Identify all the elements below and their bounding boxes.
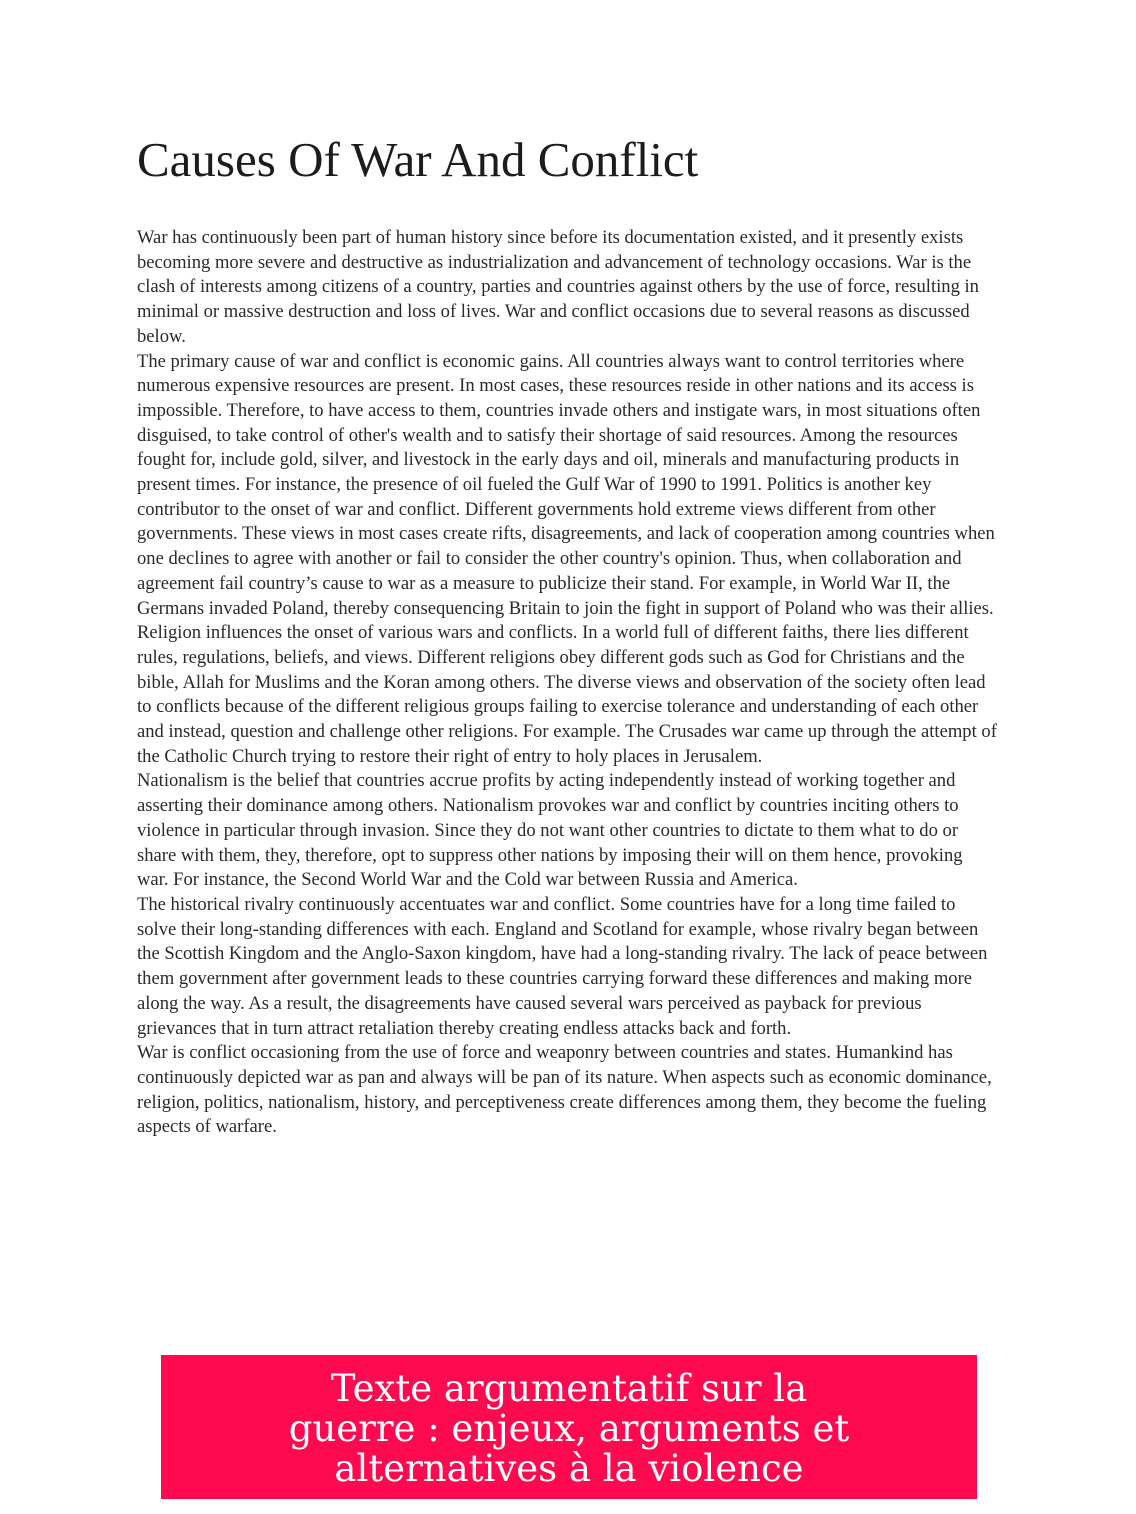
body-paragraph-2: The primary cause of war and conflict is economic gains. All countries always want to control territories where numerous expensive resources are present. In most cases, these resources reside in other nations and its access is impossible. Therefore, to have access to them, countries invade others and instigate wars, in most situations often disguised, to take control of other's wealth and to satisfy their shortage of said resources. Among the resources fought for, include gold, silver, and livestock in the early days and oil, minerals and manufacturing products in present times. For instance, the presence of oil fueled the Gulf War of 1990 to 1991. Politics is another key contributor to the onset of war and conflict. Different governments hold extreme views different from other governments. These views in most cases create rifts, disagreements, and lack of cooperation among countries when one declines to agree with another or fail to consider the other country's opinion. Thus, when collaboration and agreement fail country’s cause to war as a measure to publicize their stand. For example, in World War II, the Germans invaded Poland, thereby consequencing Britain to join the fight in support of Poland who was their allies.: [137, 350, 995, 619]
body-paragraph-1: War has continuously been part of human history since before its documentation existed, and it presently exists becoming more severe and destructive as industrialization and advancement of technology occasions. War is the clash of interests among citizens of a country, parties and countries against others by the use of force, resulting in minimal or massive destruction and loss of lives. War and conflict occasions due to several reasons as discussed below.: [137, 227, 979, 347]
document-title: Causes Of War And Conflict: [137, 132, 699, 187]
body-paragraph-5: The historical rivalry continuously accentuates war and conflict. Some countries have for a long time failed to solve their long-standing differences with each. England and Scotland for example, whose rivalry began between the Scottish Kingdom and the Anglo-Saxon kingdom, have had a long-standing rivalry. The lack of peace between them government after government leads to these countries carrying forward these differences and making more along the way. As a result, the disagreements have caused several wars perceived as payback for previous grievances that in turn attract retaliation thereby creating endless attacks back and forth.: [137, 893, 988, 1039]
caption-banner-text: Texte argumentatif sur la guerre : enjeux, arguments et alternatives à la violence: [288, 1367, 850, 1490]
body-paragraph-6: War is conflict occasioning from the use of force and weaponry between countries and states. Humankind has continuously depicted war as pan and always will be pan of its nature. When aspects such as economic dominance, religion, politics, nationalism, history, and perceptiveness create differences among them, they become the fueling aspects of warfare.: [137, 1042, 992, 1138]
document-body: [137, 226, 997, 1366]
body-paragraph-4: Nationalism is the belief that countries accrue profits by acting independently instead of working together and asserting their dominance among others. Nationalism provokes war and conflict by countries inciting others to violence in particular through invasion. Since they do not want other countries to dictate to them what to do or share with them, they, therefore, opt to suppress other nations by imposing their will on them hence, provoking war. For instance, the Second World War and the Cold war between Russia and America.: [137, 770, 963, 891]
body-paragraph-3: Religion influences the onset of various wars and conflicts. In a world full of different faiths, there lies different rules, regulations, beliefs, and views. Different religions obey different gods such as God for Christians and the bible, Allah for Muslims and the Koran among others. The diverse views and observation of the society often lead to conflicts because of the different religious groups failing to exercise tolerance and understanding of each other and instead, question and challenge other religions. For example. The Crusades war came up through the attempt of the Catholic Church trying to restore their right of entry to holy places in Jerusalem.: [137, 622, 997, 767]
caption-banner: [161, 1355, 977, 1499]
